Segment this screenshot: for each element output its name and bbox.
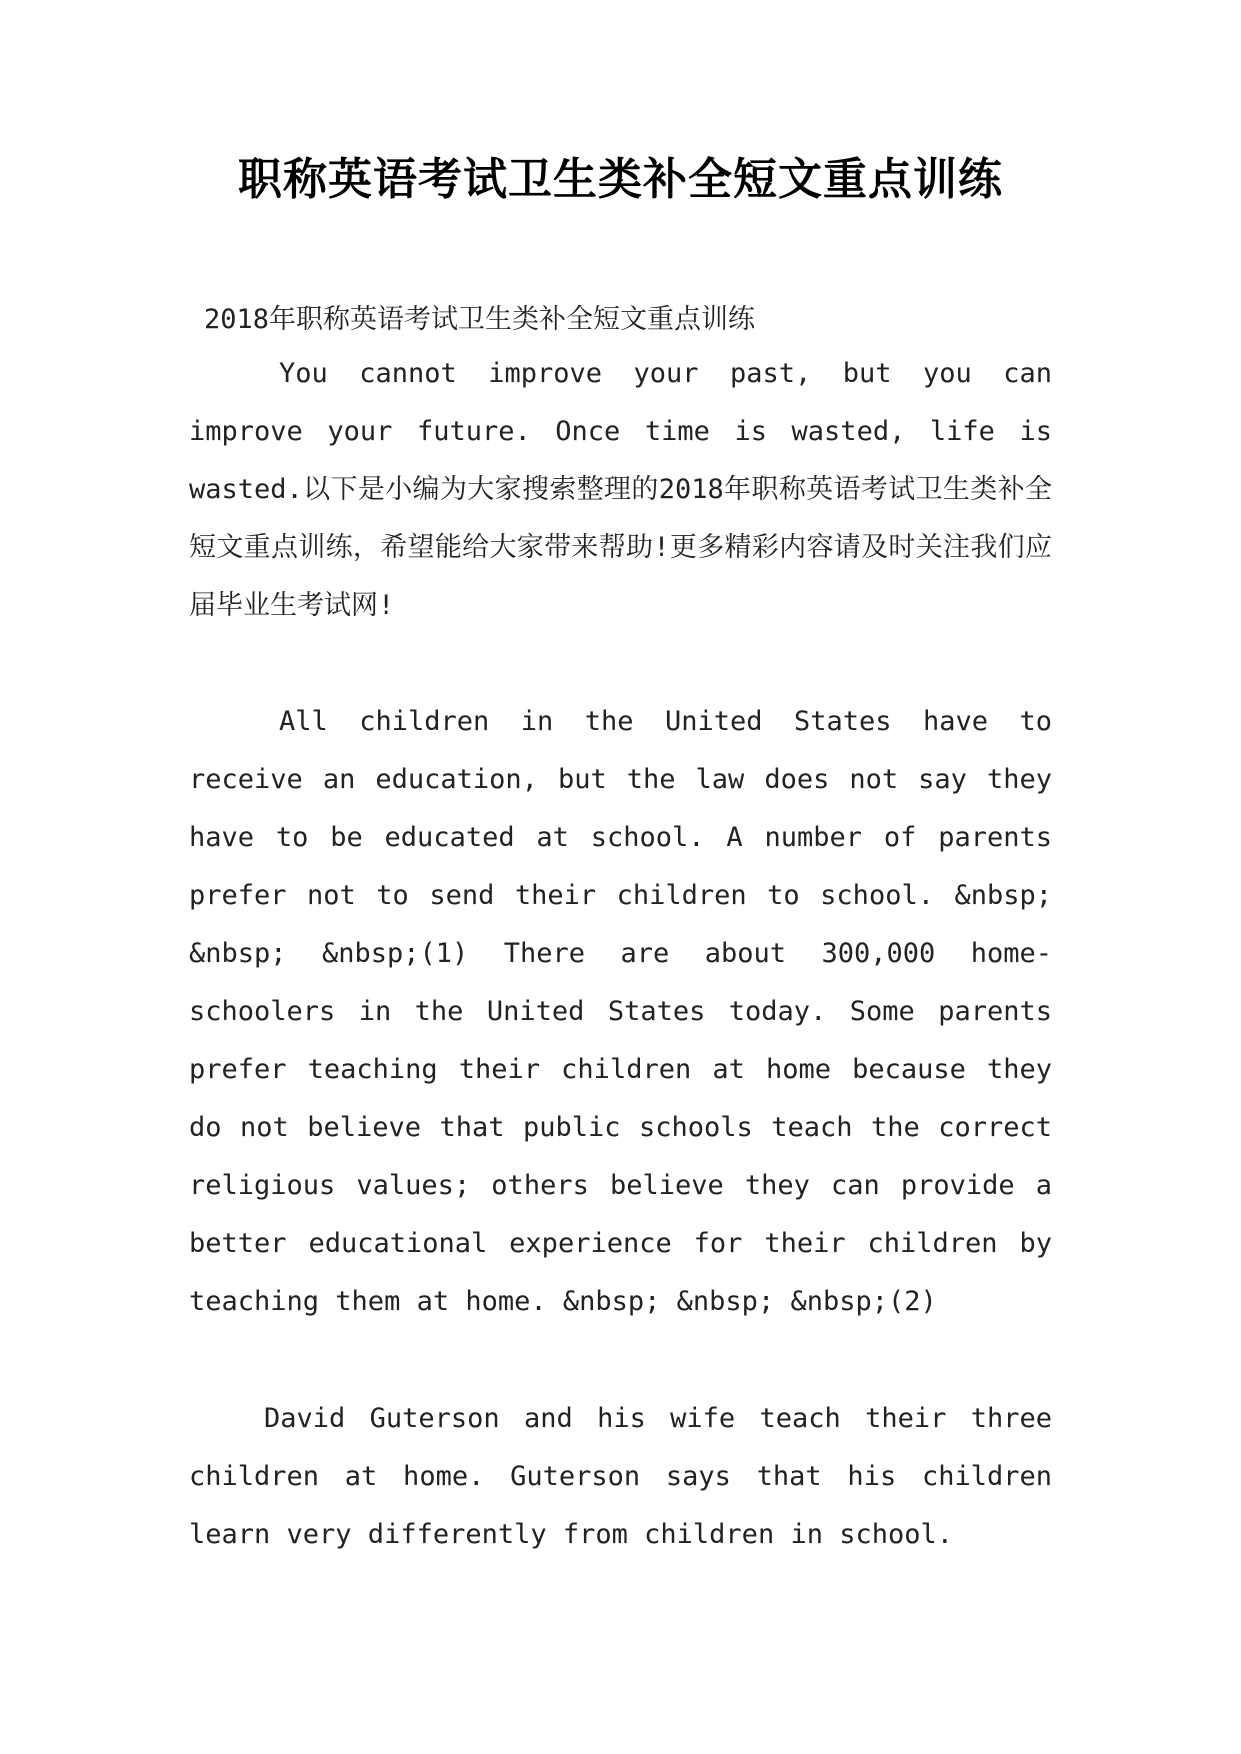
document-subtitle: 2018年职称英语考试卫生类补全短文重点训练 xyxy=(204,304,756,335)
paragraph-guterson: David Guterson and his wife teach their three children at home. Guterson says that his children learn very differently from children in school. xyxy=(189,1403,1052,1550)
page-title: 职称英语考试卫生类补全短文重点训练 xyxy=(238,154,1003,205)
paragraph-intro: You cannot improve your past, but you can improve your future. Once time is wasted, life is wasted.以下是小编为大家搜索整理的2018年职称英语考试卫生类补全短文重点训练，希望能给大家带来帮助!更多精彩内容请及时关注我们应届毕业生考试网! xyxy=(189,358,1052,621)
paragraph-passage: All children in the United States have to receive an education, but the law does not say they have to be educated at school. A number of parents prefer not to send their children to school. &nbsp; &nbsp; &nbsp;(1) There are about 300,000 home-schoolers in the United States today. Some parents prefer teaching their children at home because they do not believe that public schools teach the correct religious values; others believe they can provide a better educational experience for their children by teaching them at home. &nbsp; &nbsp; &nbsp;(2) xyxy=(189,706,1052,1317)
